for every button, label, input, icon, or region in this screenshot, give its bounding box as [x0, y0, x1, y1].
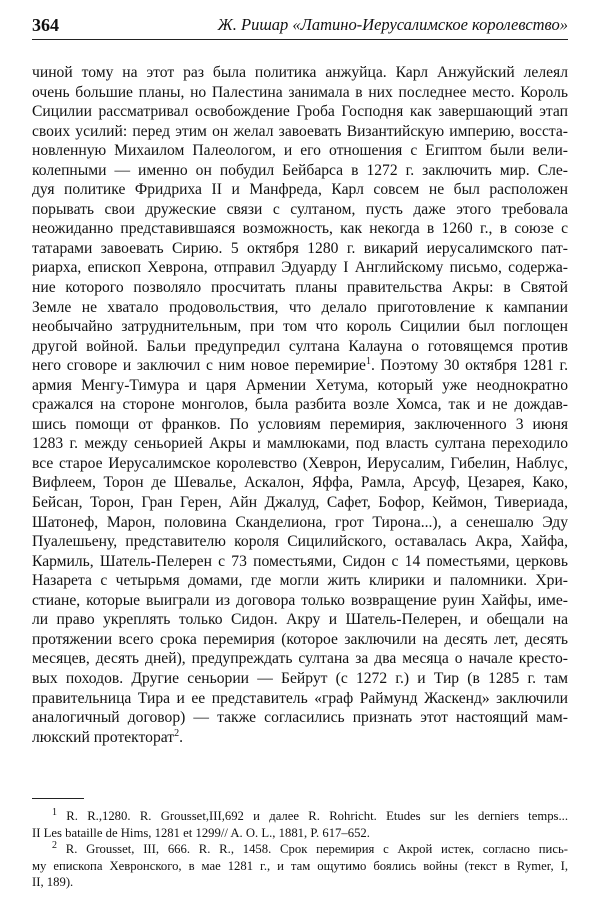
page-number: 364	[32, 15, 59, 35]
text-line: армия Менгу-Тимура и царя Армении Хетума, который уже неоднократно	[32, 376, 568, 394]
page-header	[32, 14, 568, 40]
text-fragment: люкский протекторат	[32, 728, 175, 746]
header-rule	[32, 39, 568, 40]
text-line: 1283 г. между сеньорией Акры и мамлюками, под власть султана переходило	[32, 435, 568, 453]
text-line: Назарета с четырьмя домами, где могли жить клирики и паломники. Хри-	[32, 572, 568, 590]
footnote-mark: 1	[365, 356, 371, 368]
text-fragment: . Поэтому 30 октября 1281 г.	[370, 357, 568, 375]
footnotes	[32, 808, 568, 891]
text-line: стиане, которые выиграли из договора только возвращение руин Хайфы, име-	[32, 591, 568, 609]
main-text	[32, 63, 568, 747]
text-line: вых походов. Другие сеньории — Бейрут (с 1272 г.) и Тир (в 1285 г. там	[32, 669, 568, 687]
footnote-text-line: II Les bataille de Hims, 1281 et 1299// A. O. L., 1881, P. 617–652.	[32, 825, 370, 840]
text-line: аналогичный договор) — также согласились признать этот настоящий мам-	[32, 709, 568, 727]
text-line: Бейсан, Торон, Гран Герен, Айн Джалуд, Сафет, Бофор, Кеймон, Тивериада,	[32, 494, 568, 512]
footnote-number: 1	[52, 806, 57, 818]
footnote-2	[32, 841, 568, 858]
text-line: дуя политике Фридриха II и Манфреда, Карл совсем не был расположен	[32, 181, 568, 199]
text-line: Кармиль, Шатель-Пелерен с 73 поместьями, Сидон с 14 поместьями, церковь	[32, 552, 568, 570]
text-line: правительница Тира и ее представитель «граф Раймунд Жаскенд» заключили	[32, 689, 568, 707]
footnote-1	[32, 808, 568, 825]
text-line: шись помощи от франков. По условиям перемирия, заключенного 3 июня	[32, 415, 568, 433]
footnote-number: 2	[52, 839, 57, 851]
text-line: Шатонеф, Марон, половина Сканделиона, грот Тирона...), а сенешалю Эду	[32, 513, 568, 531]
text-line: татарами завоевать Сирию. 5 октября 1280 г. викарий иерусалимского пат-	[32, 239, 568, 257]
text-line: необычайно затруднительным, при том что король Сицилии был поглощен	[32, 318, 568, 336]
footnote-rule	[32, 798, 84, 799]
text-line: протяжении всего срока перемирия (которое заключили на десять лет, десять	[32, 630, 568, 648]
footnote-text: R. R.,1280. R. Grousset,III,692 и далее R. Rohricht. Etudes sur les derniers temps...	[66, 809, 568, 823]
text-line: Пуалешьену, представителю короля Сицилийского, оставалась Акра, Хайфа,	[32, 533, 568, 551]
running-title: Ж. Ришар «Латино-Иерусалимское королевство»	[217, 15, 568, 34]
text-line-with-footnote: люкский протекторат$^2$.	[32, 727, 183, 746]
text-line: Земле не хватало продовольствия, что делало приготовление к кампании	[32, 298, 568, 316]
text-line: ли право укреплять только Сидон. Акру и Шатель-Пелерен, и обещали на	[32, 611, 568, 629]
text-line: очень большие планы, но Палестина занимала в них последнее место. Король	[32, 83, 568, 101]
text-line: месяцев, десять дней), предупреждать султана за два месяца о начале кресто-	[32, 650, 568, 668]
text-line: порывать свои дружеские связи с султаном, пусть даже этого требовала	[32, 200, 568, 218]
footnote-text-line: II, 189).	[32, 875, 74, 890]
text-line: чиной тому на этот раз была политика анжуйца. Карл Анжуйский лелеял	[32, 64, 568, 81]
text-line: новленную Михаилом Палеологом, и его отношения с Египтом были вели-	[32, 142, 568, 160]
text-line: другой войной. Бальи предупредил султана Калауна о готовящемся против	[32, 337, 568, 355]
text-fragment: него сговоре и заключил с ним новое перемирие	[32, 357, 366, 375]
footnote-text: R. Grousset, III, 666. R. R., 1458. Срок перемирия с Акрой истек, согласно пись-	[65, 842, 568, 857]
text-line: своих усилий: перед этим он желал завоевать Византийскую империю, восста-	[32, 122, 568, 140]
text-line: неожиданно представившаяся возможность, как некогда в 1260 г., в союзе с	[32, 220, 568, 238]
text-line-with-footnote	[32, 356, 568, 376]
text-line: все старое Иерусалимское королевство (Хеврон, Иерусалим, Гибелин, Наблус,	[32, 454, 568, 472]
text-line: сражался на стороне монголов, была разбита возле Хомса, так и не дождав-	[32, 396, 568, 414]
text-line: ние которого позволяло просчитать планы правительства Акры: в Святой	[32, 279, 568, 297]
text-line: риарха, епископ Хеврона, отправил Эдуарду I Английскому письмо, содержа-	[32, 259, 568, 277]
text-line: колепными — именно он побудил Бейбарса в 1272 г. заключить мир. Сле-	[32, 161, 568, 179]
text-line: Вифлеем, Торон де Шевалье, Аскалон, Яффа, Рамла, Арсуф, Цезарея, Како,	[32, 474, 568, 492]
text-line: Сицилии рассматривал освобождение Гроба Господня как завершающий этап	[32, 103, 568, 121]
footnote-text-line: му епископа Хевронского, в мае 1281 г., и там ощутимо боялись войны (текст в Rymer, I,	[32, 858, 568, 873]
footnote-mark: 2	[174, 727, 180, 739]
